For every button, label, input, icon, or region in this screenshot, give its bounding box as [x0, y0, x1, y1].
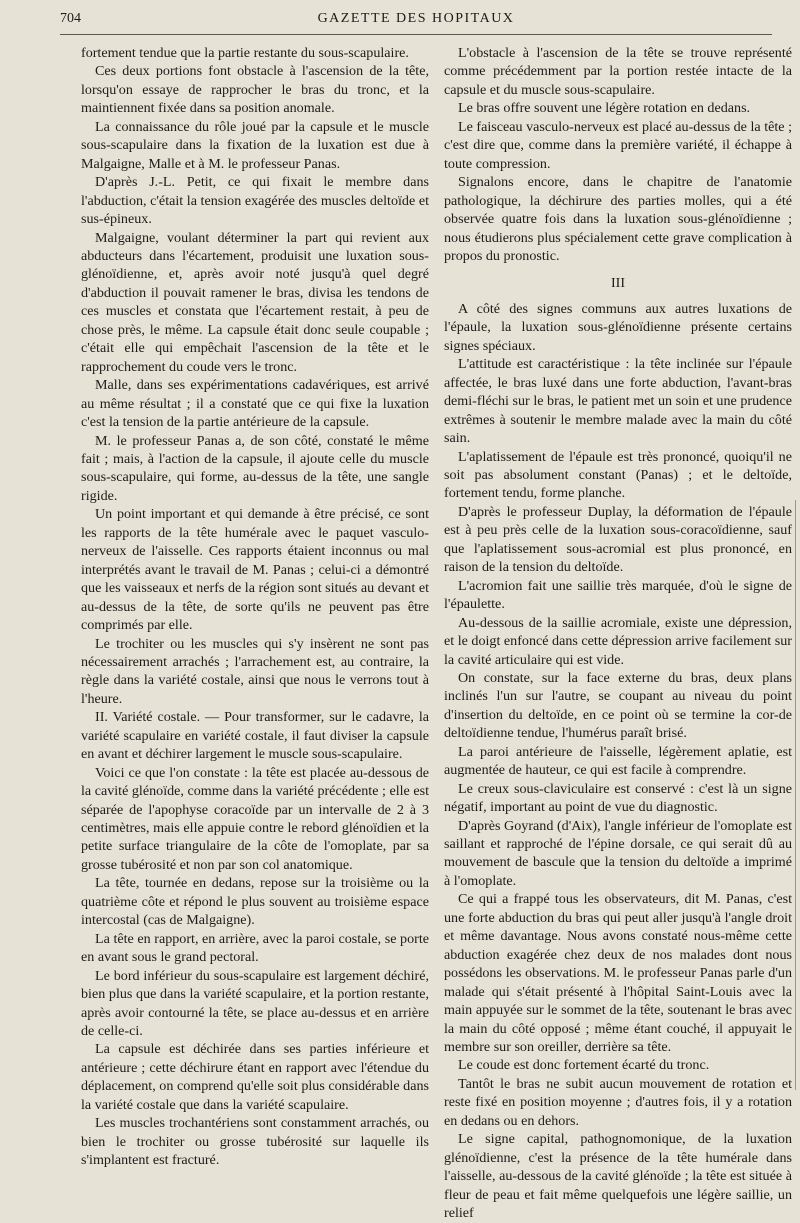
paragraph: L'aplatissement de l'épaule est très prononcé, quoiqu'il ne soit pas absolument constant (Panas) ; et le deltoïde, fortement tendu, forme planche. — [444, 448, 792, 502]
paragraph: La paroi antérieure de l'aisselle, légèrement aplatie, est augmentée de hauteur, ce qui est facile à comprendre. — [444, 743, 792, 779]
paragraph: L'acromion fait une saillie très marquée, d'où le signe de l'épaulette. — [444, 577, 792, 613]
page-number: 704 — [60, 11, 81, 26]
paragraph: Malgaigne, voulant déterminer la part qui revient aux abducteurs dans l'écartement, produisit une luxation sous-glénoïdienne, et, après avoir noté jusqu'à quel degré d'abduction il pouvait ramener le bras, divisa les tendons de ces muscles et constata que l'écartement restait, à peu de chose près, le même. La capsule était donc seule coupable ; c'était elle qui empêchait l'ascension de la tête et le rapprochement du coude vers le tronc. — [81, 229, 429, 375]
section-heading: III — [611, 276, 625, 292]
paragraph: Le faisceau vasculo-nerveux est placé au-dessus de la tête ; c'est dire que, comme dans la première variété, il échappe à toute compression. — [444, 118, 792, 172]
paragraph: Le bord inférieur du sous-scapulaire est largement déchiré, bien plus que dans la variété scapulaire, et la portion restante, après avoir contourné la tête, se place au-dessus et en arrière de celle-ci. — [81, 967, 429, 1040]
paragraph: Un point important et qui demande à être précisé, ce sont les rapports de la tête humérale avec le paquet vasculo-nerveux de l'aisselle. Ces rapports étaient inconnus ou mal interprétés avant le travail de M. Panas ; celui-ci a démontré que les vaisseaux et nerfs de la région sont situés au devant et au-dessus de la tête, de sorte qu'ils ne peuvent pas être comprimés par elle. — [81, 506, 429, 634]
paragraph: Ces deux portions font obstacle à l'ascension de la tête, lorsqu'on essaye de rapprocher le bras du tronc, et la maintiennent fixée dans sa position anomale. — [81, 63, 429, 117]
paragraph: La capsule est déchirée dans ses parties inférieure et antérieure ; cette déchirure étant en rapport avec l'étendue du déplacement, on comprend qu'elle soit plus considérable dans la variété costale que dans la variété scapulaire. — [81, 1041, 429, 1113]
paragraph: Le signe capital, pathognomonique, de la luxation glénoïdienne, c'est la présence de la tête humérale dans l'aisselle, au-dessous de la cavité glénoïde ; la tête est située à fleur de peau et fait même quelquefois une légère saillie, un relief — [444, 1131, 792, 1222]
paragraph: II. Variété costale. — Pour transformer, sur le cadavre, la variété scapulaire en variété costale, il faut diviser la capsule en avant et déchirer largement le muscle sous-scapulaire. — [81, 709, 429, 763]
paragraph: La tête en rapport, en arrière, avec la paroi costale, se porte en avant sous le grand pectoral. — [81, 930, 429, 966]
paragraph: L'obstacle à l'ascension de la tête se trouve représenté comme précédemment par la portion restée intacte de la capsule et du muscle sous-scapulaire. — [444, 45, 792, 98]
paragraph: On constate, sur la face externe du bras, deux plans inclinés l'un sur l'autre, se coupant au niveau du point d'insertion du deltoïde, en ce point où se termine la cor-de deltoïdienne tendue, l'humérus paraît brisé. — [444, 669, 792, 742]
paragraph: D'après le professeur Duplay, la déformation de l'épaule est à peu près celle de la luxation sous-coracoïdienne, sauf que l'aplatissement sous-acromial est plus prononcé, en raison de la tension du deltoïde. — [444, 503, 792, 576]
paragraph: Signalons encore, dans le chapitre de l'anatomie pathologique, la déchirure des parties molles, qui a été observée quatre fois dans la luxation sous-glénoïdienne ; nous étudierons plus spécialement cette grave complication à propos du pronostic. — [444, 174, 792, 264]
paragraph: Les muscles trochantériens sont constamment arrachés, ou bien le trochiter ou grosse tubérosité sur laquelle ils s'implantent est fracturé. — [81, 1115, 429, 1169]
left-column — [81, 44, 429, 1170]
right-column — [444, 44, 792, 1223]
paragraph: Le creux sous-claviculaire est conservé : c'est là un signe négatif, important au point de vue du diagnostic. — [444, 780, 792, 816]
paragraph: M. le professeur Panas a, de son côté, constaté le même fait ; mais, à l'action de la capsule, il ajoute celle du muscle sous-scapulaire, qui forme, au-dessus de la tête, une sangle rigide. — [81, 432, 429, 504]
paragraph: Voici ce que l'on constate : la tête est placée au-dessous de la cavité glénoïde, comme dans la variété précédente ; elle est séparée de l'apophyse coracoïde par un intervalle de 2 à 3 centimètres, mais elle appuie contre le rebord glénoïdien et la petite surface triangulaire de la côte de l'omoplate, par sa grosse tubérosité et non par son col anatomique. — [81, 764, 429, 873]
paragraph: D'après Goyrand (d'Aix), l'angle inférieur de l'omoplate est saillant et rapproché de l'épine dorsale, ce qui serait dû au mouvement de bascule que la tension du deltoïde a imprimé à l'omoplate. — [444, 817, 792, 889]
column-rule — [795, 500, 796, 1090]
paragraph: fortement tendue que la partie restante du sous-scapulaire. — [81, 45, 409, 61]
paragraph: Le coude est donc fortement écarté du tronc. — [458, 1057, 710, 1074]
paragraph: A côté des signes communs aux autres luxations de l'épaule, la luxation sous-glénoïdienne présente certains signes spéciaux. — [444, 300, 792, 354]
paragraph: Ce qui a frappé tous les observateurs, dit M. Panas, c'est une forte abduction du bras qui peut aller jusqu'à l'angle droit et même davantage. Nous avons constaté nous-même cette abduction exagérée chez deux de nos malades dont nous possédons les observations. M. le professeur Panas parle d'un malade qui s'était présenté à l'hôpital Saint-Louis avec la main appuyée sur le sommet de la tête, soutenant le bras avec la main du côté opposé ; même étant couché, il appuyait le membre sur son oreiller, derrière sa tête. — [444, 891, 792, 1056]
paragraph: Malle, dans ses expérimentations cadavériques, est arrivé au même résultat ; il a constaté que ce qui fixe la luxation c'est la tension de la partie antérieure de la capsule. — [81, 377, 429, 431]
running-title: GAZETTE DES HOPITAUX — [317, 11, 515, 26]
paragraph: Au-dessous de la saillie acromiale, existe une dépression, et le doigt enfoncé dans cette dépression arrive facilement sur la cavité articulaire qui est vide. — [444, 614, 792, 668]
paragraph: La connaissance du rôle joué par la capsule et le muscle sous-scapulaire dans la fixation de la luxation est due à Malgaigne, Malle et à M. le professeur Panas. — [81, 118, 429, 172]
paragraph: La tête, tournée en dedans, repose sur la troisième ou la quatrième côte et répond le plus souvent au troisième espace intercostal (cas de Malgaigne). — [81, 875, 429, 929]
paragraph: L'attitude est caractéristique : la tête inclinée sur l'épaule affectée, le bras luxé dans une forte abduction, l'avant-bras demi-fléchi sur le bras, le patient met un soin et une prudence extrêmes à soutenir le membre malade avec la main du côté sain. — [444, 356, 792, 447]
paragraph: D'après J.-L. Petit, ce qui fixait le membre dans l'abduction, c'était la tension exagérée des muscles deltoïde et sus-épineux. — [81, 174, 429, 228]
page-header — [60, 6, 772, 35]
paragraph: Le trochiter ou les muscles qui s'y insèrent ne sont pas nécessairement arrachés ; l'arrachement est, au contraire, la règle dans la variété costale, ainsi que nous le verrons tout à l'heure. — [81, 635, 429, 707]
paragraph: Tantôt le bras ne subit aucun mouvement de rotation et reste fixé en position moyenne ; d'autres fois, il y a rotation en dedans ou en dehors. — [444, 1075, 792, 1129]
paragraph: Le bras offre souvent une légère rotation en dedans. — [458, 100, 751, 117]
